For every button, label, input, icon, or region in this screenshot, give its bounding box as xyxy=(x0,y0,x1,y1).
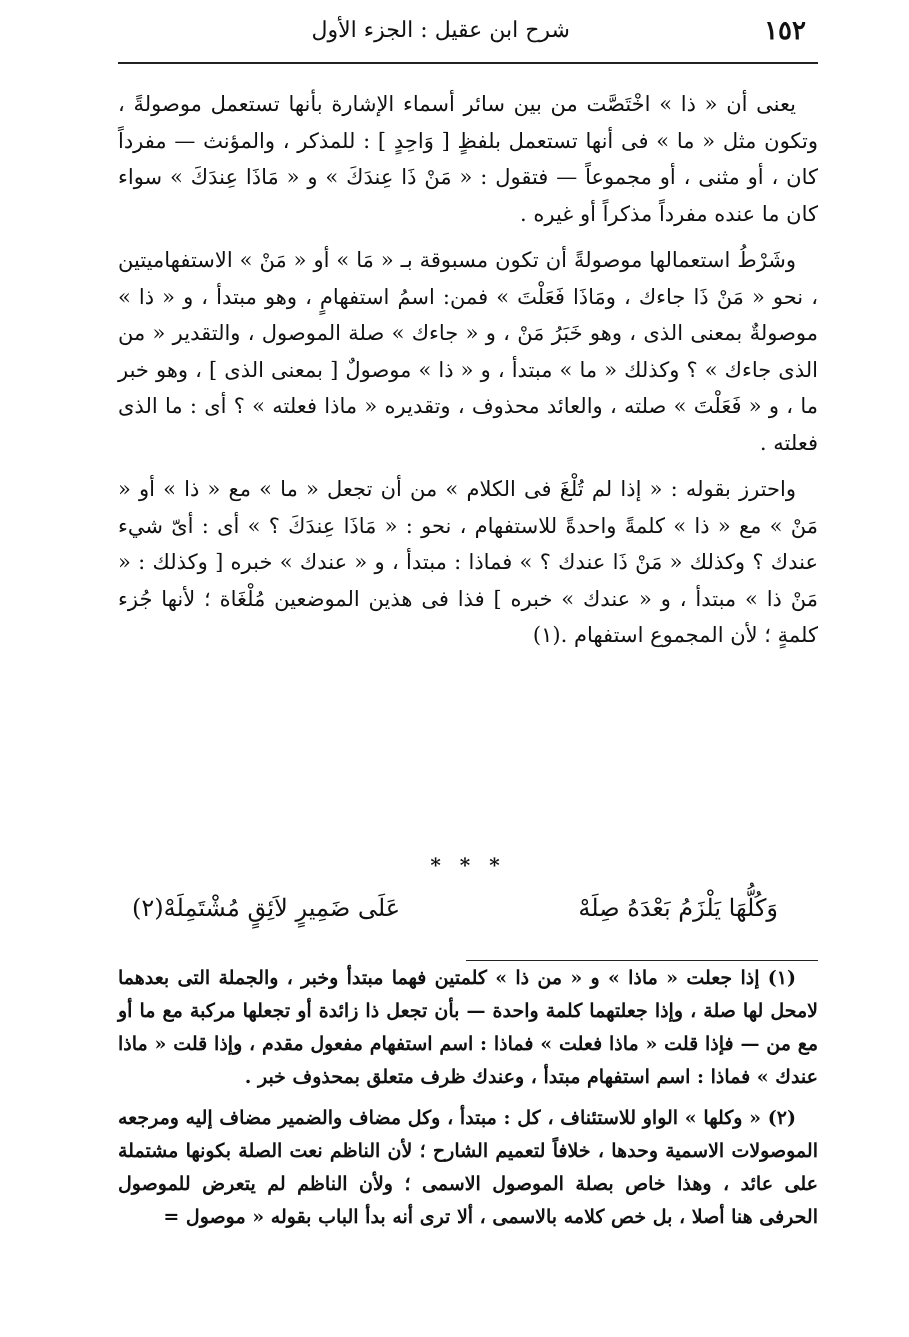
paragraph: واحترز بقوله : « إذا لم تُلْغَ فى الكلام » من أن تجعل « ما » مع « ذا » أو « مَنْ » مع « ذا » كلمةً واحدةً للاستفهام ، نحو : « مَاذَا عِندَكَ ؟ » أى : أىّ شيء عندك ؟ وكذلك « مَنْ ذَا عندك ؟ » فماذا : مبتدأ ، و « عندك » خبره [ وكذلك : « مَنْ ذا » مبتدأ ، و « عندك » خبره ] فذا فى هذين الموضعين مُلْغَاة ؛ لأنها جُزء كلمةٍ ؛ لأن المجموع استفهام .(١) xyxy=(118,477,818,648)
verse-first-hemistich: وَكُلُّهَا يَلْزَمُ بَعْدَهُ صِلَهْ xyxy=(578,894,778,922)
paragraph: وشَرْطُ استعمالها موصولةً أن تكون مسبوقة بـ « مَا » أو « مَنْ » الاستفهاميتين ، نحو « مَنْ ذَا جاءك ، ومَاذَا فَعَلْتَ » فمن: اسمُ استفهامٍ ، وهو مبتدأ ، و « ذا » موصولةٌ بمعنى الذى ، وهو خَبَرُ مَنْ ، و « جاءك » صلة الموصول ، والتقدير « من الذى جاءك » ؟ وكذلك « ما » مبتدأ ، و « ذا » موصولٌ [ بمعنى الذى ] ، وهو خبر ما ، و « فَعَلْتَ » صلته ، والعائد محذوف ، وتقديره « ماذا فعلته » ؟ أى : ما الذى فعلته . xyxy=(118,248,818,455)
main-text xyxy=(118,86,818,664)
footnote-rule xyxy=(466,960,818,961)
verse-line xyxy=(132,890,778,938)
book-page xyxy=(118,0,818,1337)
footnote: (١) إذا جعلت « ماذا » و « من ذا » كلمتين فهما مبتدأ وخبر ، والجملة التى بعدهما لامحل لها صلة ، وإذا جعلتهما كلمة واحدة — بأن تجعل ذا زائدة أو تجعلها مركبة مع ما أو مع من — فإذا قلت « ماذا فعلت » فماذا : اسم استفهام مفعول مقدم ، وإذا قلت « ماذا عندك » فماذا : اسم استفهام مبتدأ ، وعندك ظرف متعلق بمحذوف خبر . xyxy=(118,967,818,1089)
running-title: شرح ابن عقيل : الجزء الأول xyxy=(311,18,570,43)
footnotes xyxy=(118,962,818,1242)
header-rule xyxy=(118,62,818,64)
page-header xyxy=(118,14,818,52)
page-number: ١٥٢ xyxy=(764,16,806,46)
verse-second-hemistich: عَلَى ضَمِيرٍ لاَئِقٍ مُشْتَمِلَهْ(٢) xyxy=(132,894,401,922)
section-separator: * * * xyxy=(430,853,506,877)
footnote: (٢) « وكلها » الواو للاستئناف ، كل : مبتدأ ، وكل مضاف والضمير مضاف إليه ومرجعه الموصولات الاسمية وحدها ، خلافاً لتعميم الشارح ؛ لأن الناظم نعت الصلة بكونها مشتملة على عائد ، وهذا خاص بصلة الموصول الاسمى ؛ ولأن الناظم لم يتعرض للموصول الحرفى هنا أصلا ، بل خص كلامه بالاسمى ، ألا ترى أنه بدأ الباب بقوله « موصول = xyxy=(118,1107,818,1229)
paragraph: يعنى أن « ذا » اخْتَصَّت من بين سائر أسماء الإشارة بأنها تستعمل موصولةً ، وتكون مثل « ما » فى أنها تستعمل بلفظٍ [ وَاحِدٍ ] : للمذكر ، والمؤنث — مفرداً كان ، أو مثنى ، أو مجموعاً — فتقول : « مَنْ ذَا عِندَكَ » و « مَاذَا عِندَكَ » سواء كان ما عنده مفرداً مذكراً أو غيره . xyxy=(118,92,818,226)
